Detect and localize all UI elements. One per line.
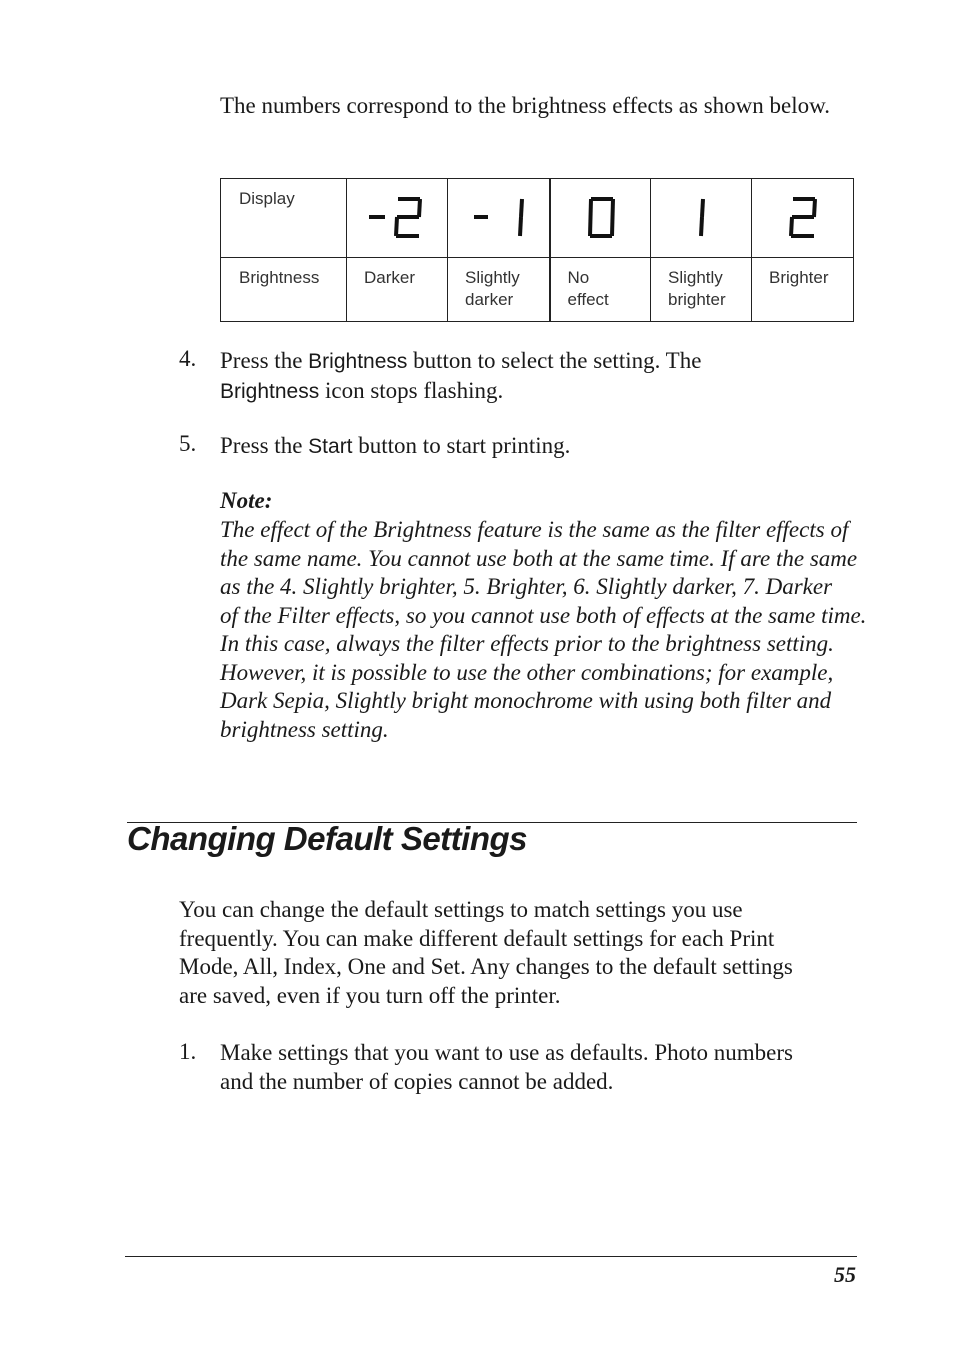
note-body: [220, 516, 870, 744]
seven-segment-minus-2-icon: [347, 179, 447, 257]
seven-segment-1-icon: [651, 179, 752, 257]
step-4-part1: Press the: [220, 348, 309, 373]
brightness-table: [220, 178, 854, 322]
effect-cell: [550, 258, 651, 322]
effect-cell: [651, 258, 752, 322]
display-cell-minus-1: [448, 179, 550, 258]
effect-line: Darker: [364, 268, 416, 287]
brightness-label-cell: [221, 258, 347, 322]
note-title: Note:: [220, 488, 273, 513]
step-5-number: 5.: [179, 431, 197, 456]
effect-line: Slightly: [668, 268, 723, 287]
step-4-part2: button to select the setting. The: [407, 348, 702, 373]
display-label: Display: [239, 189, 295, 208]
note-line: The effect of the Brightness feature is the same as the filter effects of: [220, 517, 849, 542]
paragraph-line: frequently. You can make different default settings for each Print: [179, 925, 775, 951]
section-heading: Changing Default Settings: [127, 820, 527, 857]
note-line: of the Filter effects, so you cannot use both of effects at the same time.: [220, 602, 867, 628]
step-1-text: [220, 1039, 870, 1096]
display-cell-0: [550, 179, 651, 258]
display-label-cell: [221, 179, 347, 258]
start-button-term: Start: [308, 435, 353, 458]
intro-paragraph: The numbers correspond to the brightness effects as shown below.: [220, 93, 830, 118]
section-paragraph: [179, 896, 869, 1010]
effect-cell: [448, 258, 550, 322]
brightness-icon-term: Brightness: [220, 380, 320, 403]
display-row: [221, 179, 854, 258]
brightness-row: [221, 258, 854, 322]
step-1-number: 1.: [179, 1039, 197, 1064]
effect-line: brighter: [668, 290, 726, 309]
display-cell-1: [651, 179, 752, 258]
effect-line: No: [567, 268, 590, 287]
display-cell-2: [752, 179, 854, 258]
note-line: as the 4. Slightly brighter, 5. Brighter, 6. Slightly darker, 7. Darker: [220, 574, 833, 599]
paragraph-line: are saved, even if you turn off the printer.: [179, 982, 561, 1008]
note-line: However, it is possible to use the other combinations; for example,: [220, 659, 834, 685]
paragraph-line: Mode, All, Index, One and Set. Any changes to the default settings: [179, 954, 793, 979]
effect-line: Slightly: [465, 268, 520, 287]
paragraph-line: You can change the default settings to match settings you use: [179, 897, 743, 922]
step-4-text: [220, 346, 860, 406]
step-5-part2: button to start printing.: [352, 433, 571, 458]
seven-segment-2-icon: [752, 179, 854, 257]
note-line: Dark Sepia, Slightly bright monochrome with using both filter and: [220, 688, 832, 713]
seven-segment-minus-1-icon: [448, 179, 549, 257]
effect-cell: [752, 258, 854, 322]
page-number: 55: [834, 1262, 856, 1287]
seven-segment-0-icon: [551, 179, 652, 257]
step-1-line: and the number of copies cannot be added.: [220, 1068, 614, 1094]
step-4-part3: icon stops flashing.: [319, 378, 504, 403]
effect-line: Brighter: [769, 268, 829, 287]
step-5-part1: Press the: [220, 433, 309, 458]
effect-line: effect: [567, 290, 609, 309]
step-4-number: 4.: [179, 346, 197, 371]
step-5-text: [220, 431, 860, 461]
brightness-button-term: Brightness: [308, 350, 408, 373]
note-line: brightness setting.: [220, 716, 389, 742]
effect-line: darker: [465, 290, 514, 309]
note-line: the same name. You cannot use both at the same time. If are the same: [220, 545, 858, 571]
note-line: In this case, always the filter effects prior to the brightness setting.: [220, 631, 834, 656]
footer-rule: [125, 1256, 857, 1257]
effect-cell: [347, 258, 448, 322]
step-1-line: Make settings that you want to use as defaults. Photo numbers: [220, 1040, 794, 1065]
brightness-label: Brightness: [239, 268, 320, 287]
display-cell-minus-2: [347, 179, 448, 258]
